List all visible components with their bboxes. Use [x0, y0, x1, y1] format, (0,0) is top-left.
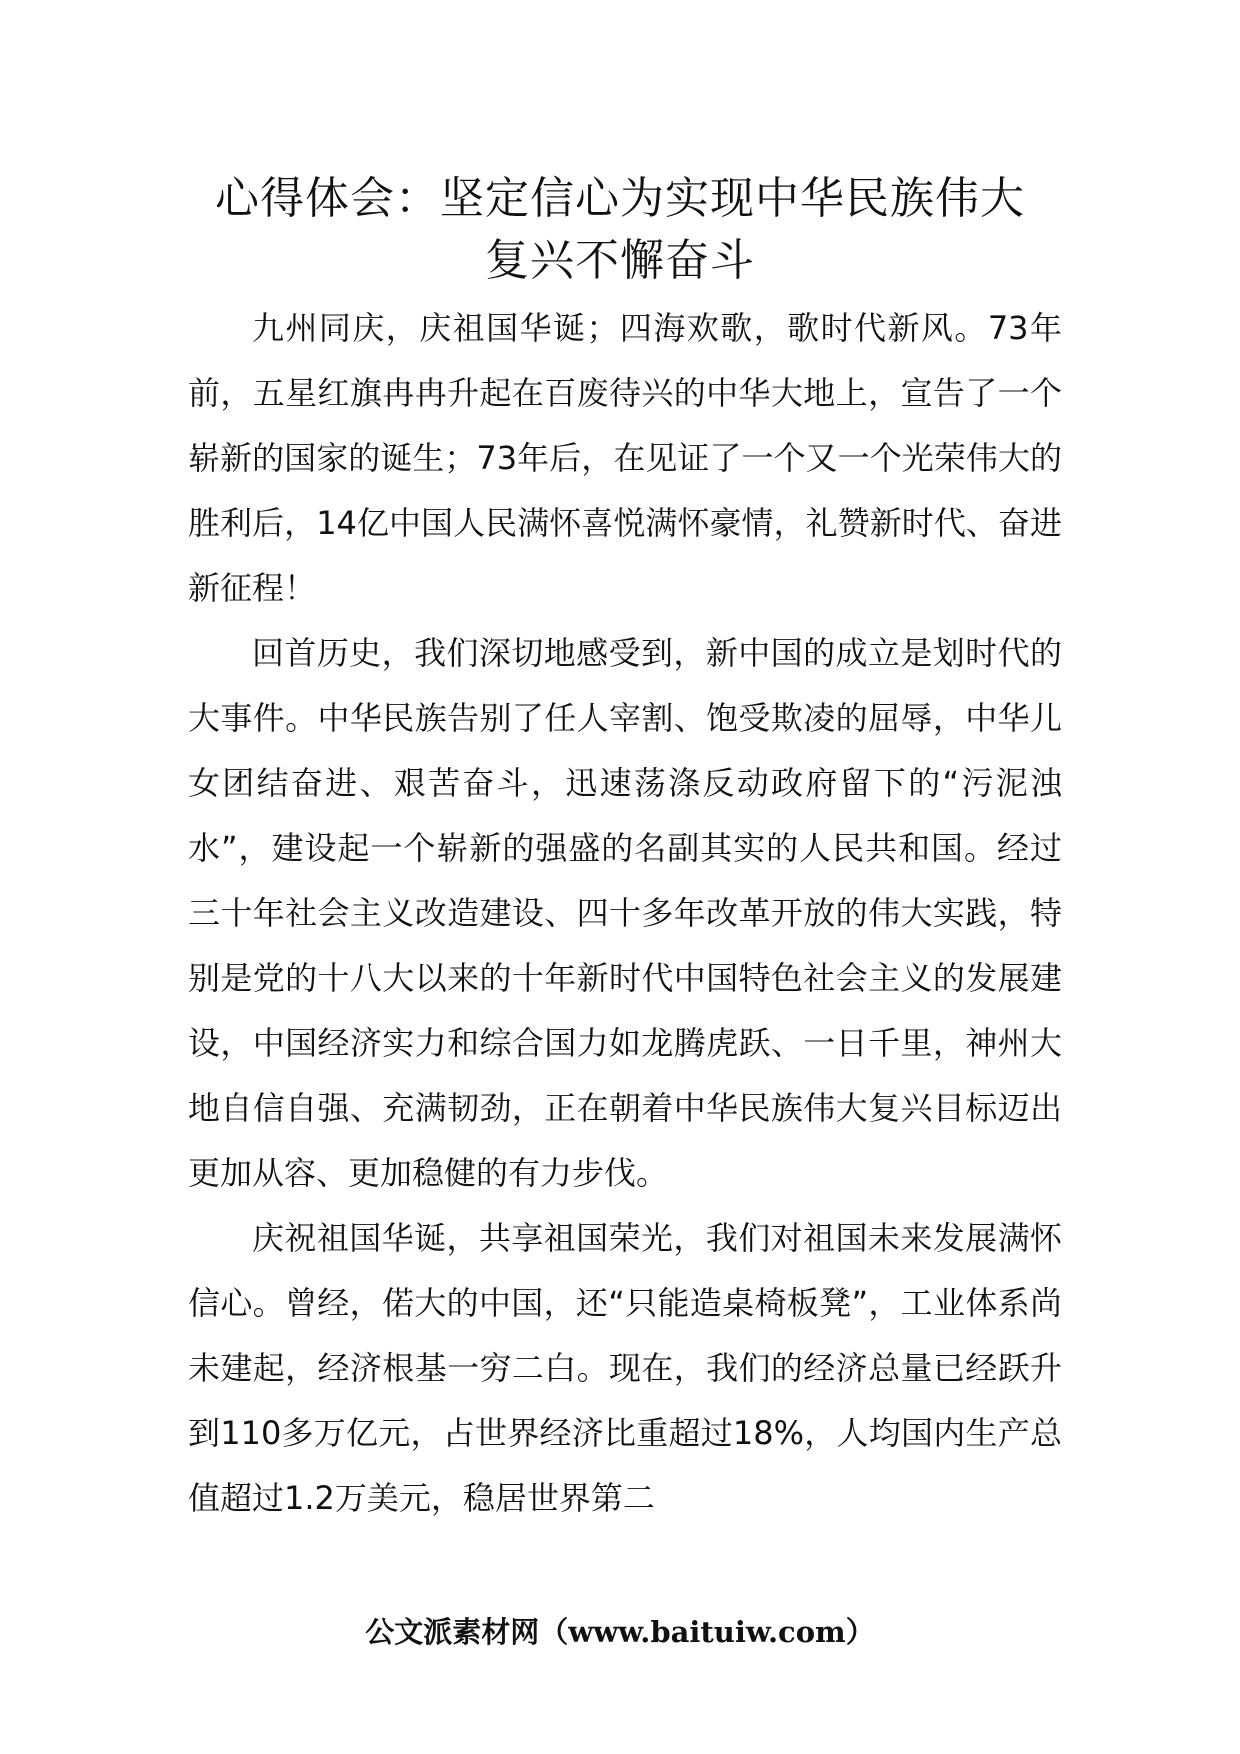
title-line-1: 心得体会：坚定信心为实现中华民族伟大: [215, 173, 1025, 224]
paragraph-3: 庆祝祖国华诞，共享祖国荣光，我们对祖国未来发展满怀信心。曾经，偌大的中国，还“只能造桌椅板凳”，工业体系尚未建起，经济根基一穷二白。现在，我们的经济总量已经跃升到110多万亿元，占世界经济比重超过18%，人均国内生产总值超过1.2万美元，稳居世界第二: [188, 1219, 1062, 1517]
paragraph-1: 九州同庆，庆祖国华诞；四海欢歌，歌时代新风。73年前，五星红旗冉冉升起在百废待兴的中华大地上，宣告了一个崭新的国家的诞生；73年后，在见证了一个又一个光荣伟大的胜利后，14亿中国人民满怀喜悦满怀豪情，礼赞新时代、奋进新征程！: [188, 309, 1062, 607]
footer-watermark: 公文派素材网（www.baituiw.com）: [365, 1615, 875, 1649]
document-title: [170, 168, 1070, 292]
title-line-2: 复兴不懈奋斗: [485, 235, 755, 286]
document-body: [188, 296, 1062, 1531]
paragraph-2: 回首历史，我们深切地感受到，新中国的成立是划时代的大事件。中华民族告别了任人宰割、饱受欺凌的屈辱，中华儿女团结奋进、艰苦奋斗，迅速荡涤反动政府留下的“污泥浊水”，建设起一个崭新的强盛的名副其实的人民共和国。经过三十年社会主义改造建设、四十多年改革开放的伟大实践，特别是党的十八大以来的十年新时代中国特色社会主义的发展建设，中国经济实力和综合国力如龙腾虎跃、一日千里，神州大地自信自强、充满韧劲，正在朝着中华民族伟大复兴目标迈出更加从容、更加稳健的有力步伐。: [188, 634, 1062, 1192]
